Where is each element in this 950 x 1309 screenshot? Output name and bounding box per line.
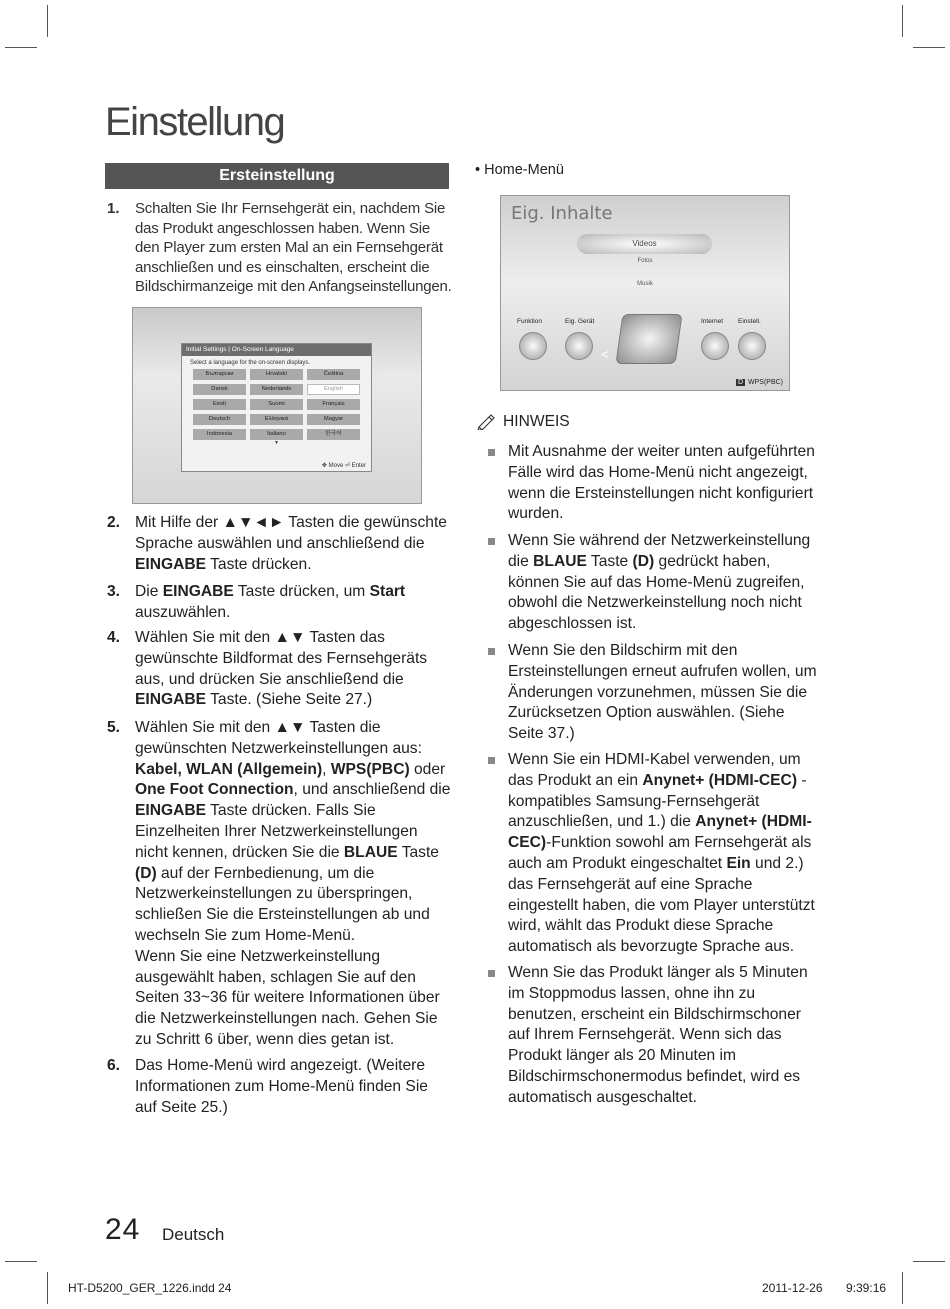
chevron-left-icon: <	[601, 346, 610, 362]
media-box-icon	[615, 314, 682, 364]
menu-item-musik: Musik	[637, 281, 653, 287]
device-icon	[565, 332, 593, 360]
note-text: Wenn Sie das Produkt länger als 5 Minuten im Stoppmodus lassen, ohne ihn zu benutzen, erscheint ein Bildschirmschoner auf Ihrem Fernsehgerät. Wenn sich das Produkt länger als 20 Minuten im Bildschirmschonermodus befindet, wird es automatisch ausgeschaltet.	[508, 964, 808, 1106]
square-bullet-icon	[488, 757, 495, 764]
language-option: Čeština	[307, 369, 360, 380]
page-title: Einstellung	[105, 100, 285, 144]
language-option: 한국어	[307, 429, 360, 440]
language-option: Ελληνικά	[250, 414, 303, 425]
function-icon	[519, 332, 547, 360]
wps-label: WPS(PBC)	[748, 379, 783, 386]
internet-icon	[701, 332, 729, 360]
wps-hint	[736, 379, 783, 386]
language-option: Български	[193, 369, 246, 380]
note-text: Wenn Sie ein HDMI-Kabel verwenden, um das Produkt an ein Anynet+ (HDMI-CEC) -kompatibles Samsung-Fernsehgerät anzuschließen, und 1.) die Anynet+ (HDMI-CEC)-Funktion sowohl am Fernsehgerät als auch am Produkt eingeschaltet Ein und 2.) das Fernsehgerät auf eine Sprache eingestellt haben, die vom Player unterstützt wird, wählt das Produkt diese Sprache automatisch als bevorzugte Sprache aus.	[508, 751, 815, 956]
pencil-icon	[477, 414, 497, 430]
note-text: Wenn Sie den Bildschirm mit den Ersteinstellungen erneut aufrufen wollen, um Änderungen vorzunehmen, müssen Sie die Zurücksetzen Option auswählen. (Siehe Seite 37.)	[508, 642, 817, 743]
step-number: 4.	[107, 629, 121, 646]
language-option: Hrvatski	[250, 369, 303, 380]
print-file: HT-D5200_GER_1226.indd 24	[68, 1281, 232, 1295]
note-heading-text: HINWEIS	[503, 413, 570, 430]
language-option: Français	[307, 399, 360, 410]
square-bullet-icon	[488, 449, 495, 456]
step-5	[107, 718, 452, 1051]
step-text: Schalten Sie Ihr Fernsehgerät ein, nachdem Sie das Produkt angeschlossen haben. Wenn Sie den Player zum ersten Mal an ein Fernsehgerät anschließen und es einschalten, erscheint die Bildschirmanzeige mit den Anfangseinstellungen.	[135, 200, 452, 295]
language-option: Deutsch	[193, 414, 246, 425]
note-text: Wenn Sie während der Netzwerkeinstellung die BLAUE Taste (D) gedrückt haben, können Sie auf das Home-Menü zugreifen, obwohl die Netzwerkeinstellung noch nicht abgeschlossen ist.	[508, 532, 811, 633]
step-number: 2.	[107, 514, 121, 531]
step-text: Wählen Sie mit den ▲▼ Tasten die gewünschten Netzwerkeinstellungen aus: Kabel, WLAN (Allgemein), WPS(PBC) oder One Foot Connection, und anschließend die EINGABE Taste drücken. Falls Sie Einzelheiten Ihrer Netzwerkeinstellungen nicht kennen, drücken Sie die BLAUE Taste (D) auf der Fernbedienung, um die Netzwerkeinstellungen zu überspringen, schließen Sie die Ersteinstellungen ab und wechseln Sie zum Home-Menü. Wenn Sie eine Netzwerkeinstellung ausgewählt haben, schlagen Sie auf den Seiten 33~36 für weitere Informationen über die Netzwerkeinstellungen nach. Gehen Sie zu Schritt 6 über, wenn dies getan ist.	[135, 719, 451, 1048]
note-item	[488, 442, 818, 525]
crop-mark	[902, 5, 903, 37]
language-grid	[182, 368, 371, 441]
menu-label-einstell: Einstell.	[738, 318, 761, 325]
square-bullet-icon	[488, 538, 495, 545]
menu-label-eig-geraet: Eig. Gerät	[565, 318, 595, 325]
note-item	[488, 750, 818, 958]
menu-label-funktion: Funktion	[517, 318, 542, 325]
crop-mark	[913, 47, 945, 48]
initial-settings-screenshot	[132, 307, 422, 504]
language-option: Italiano	[250, 429, 303, 440]
step-number: 5.	[107, 719, 121, 736]
step-text: Die EINGABE Taste drücken, um Start auszuwählen.	[135, 583, 406, 621]
print-time: 9:39:16	[846, 1281, 887, 1295]
square-bullet-icon	[488, 970, 495, 977]
note-item	[488, 531, 818, 635]
crop-mark	[47, 5, 48, 37]
menu-item-videos: Videos	[577, 234, 712, 254]
d-key-icon: D	[737, 379, 743, 386]
step-6	[107, 1056, 452, 1118]
note-item	[488, 641, 818, 745]
step-2	[107, 513, 452, 575]
language-option: English	[307, 384, 360, 395]
step-number: 1.	[107, 200, 120, 217]
note-heading	[477, 413, 570, 431]
step-text: Das Home-Menü wird angezeigt. (Weitere Informationen zum Home-Menü finden Sie auf Seite 25.)	[135, 1057, 428, 1116]
step-4	[107, 628, 452, 711]
dialog-subtitle: Select a language for the on-screen displays.	[190, 360, 311, 366]
language-option: Suomi	[250, 399, 303, 410]
language-option: Nederlands	[250, 384, 303, 395]
settings-gear-icon	[738, 332, 766, 360]
crop-mark	[902, 1272, 903, 1304]
crop-mark	[5, 47, 37, 48]
step-number: 6.	[107, 1057, 121, 1074]
print-date: 2011-12-26	[762, 1281, 823, 1295]
section-title: Ersteinstellung	[105, 163, 449, 189]
home-menu-bullet	[475, 162, 564, 178]
page-language: Deutsch	[162, 1225, 225, 1244]
step-text: Wählen Sie mit den ▲▼ Tasten das gewünschte Bildformat des Fernsehgeräts aus, und drücken Sie anschließend die EINGABE Taste. (Siehe Seite 27.)	[135, 629, 428, 709]
language-dialog	[181, 343, 372, 472]
crop-mark	[913, 1261, 945, 1262]
step-number: 3.	[107, 583, 121, 600]
language-option: Magyar	[307, 414, 360, 425]
note-item	[488, 963, 818, 1109]
step-3	[107, 582, 452, 624]
menu-item-fotos: Fotos	[637, 258, 653, 264]
dialog-footer: ✥ Move ⏎ Enter	[321, 463, 366, 469]
page-number: 24	[105, 1213, 141, 1246]
scroll-down-icon: ▼	[274, 440, 279, 446]
dialog-title: Initial Settings | On-Screen Language	[182, 344, 371, 356]
step-text: Mit Hilfe der ▲▼◄► Tasten die gewünschte Sprache auswählen und anschließend die EINGABE Taste drücken.	[135, 514, 447, 573]
crop-mark	[5, 1261, 37, 1262]
bullet-icon: •	[475, 162, 481, 178]
language-option: Indonesia	[193, 429, 246, 440]
home-menu-screenshot	[500, 195, 790, 391]
language-option: Eesti	[193, 399, 246, 410]
step-1	[107, 199, 452, 297]
square-bullet-icon	[488, 648, 495, 655]
note-text: Mit Ausnahme der weiter unten aufgeführten Fälle wird das Home-Menü nicht angezeigt, wenn die Ersteinstellungen nicht konfiguriert wurden.	[508, 443, 815, 523]
crop-mark	[47, 1272, 48, 1304]
home-menu-label: Home-Menü	[484, 162, 564, 178]
home-menu-header: Eig. Inhalte	[511, 203, 613, 224]
menu-label-internet: Internet	[701, 318, 724, 325]
language-option: Dansk	[193, 384, 246, 395]
